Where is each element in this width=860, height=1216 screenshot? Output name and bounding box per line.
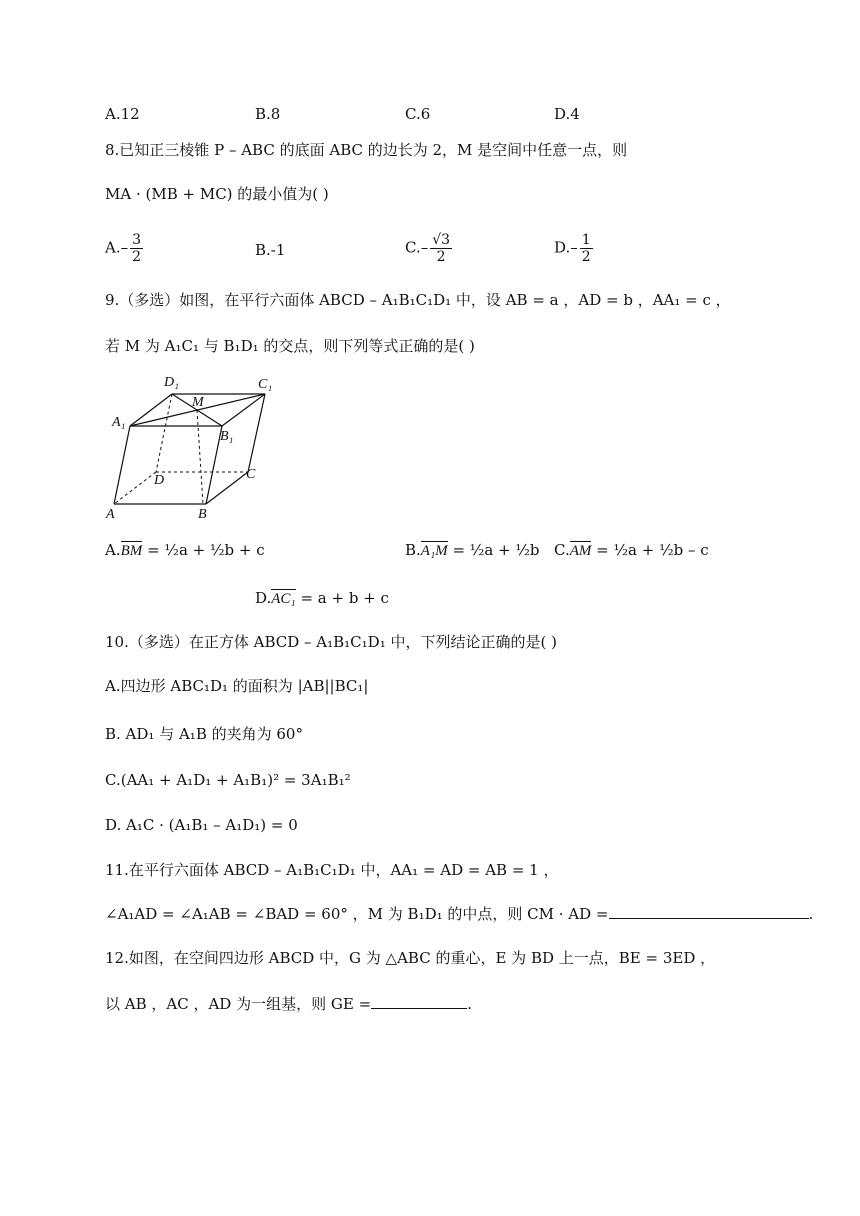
q7-option-b: B.8	[255, 105, 281, 123]
q7-option-d: D.4	[554, 105, 580, 123]
q8-option-d: D.– $\frac{1}{2}$	[554, 232, 591, 265]
q10-option-d: D. A₁C · (A₁B₁ – A₁D₁) = 0	[105, 816, 298, 834]
q8-option-b: B.-1	[255, 241, 286, 259]
q8-option-c: C.– $\frac{√3}{2}$	[405, 232, 451, 265]
label-b1: B₁	[220, 429, 234, 444]
parallelepiped-figure	[100, 368, 290, 524]
q7-option-a: A.12	[105, 105, 140, 123]
q9-stem: 9.（多选）如图，在平行六面体 ABCD – A₁B₁C₁D₁ 中，设 AB = a ，AD = b ，AA₁ = c ，	[105, 291, 731, 309]
q10-option-b: B. AD₁ 与 A₁B 的夹角为 60°	[105, 725, 303, 743]
q9-option-a: A.BM = ½a + ½b + c	[105, 541, 265, 559]
q8-option-a: A.– $\frac{3}{2}$	[105, 232, 142, 265]
q11-answer-blank[interactable]	[609, 918, 809, 919]
q9-stem-line2: 若 M 为 A₁C₁ 与 B₁D₁ 的交点，则下列等式正确的是( )	[105, 337, 475, 355]
q10-option-a: A.四边形 ABC₁D₁ 的面积为 |AB||BC₁|	[105, 677, 369, 695]
label-m: M	[192, 395, 204, 410]
q7-option-c: C.6	[405, 105, 431, 123]
q10-option-c: C.(AA₁ + A₁D₁ + A₁B₁)² = 3A₁B₁²	[105, 771, 351, 789]
q9-option-c: C.AM = ½a + ½b – c	[554, 541, 709, 559]
label-a1: A₁	[112, 415, 126, 430]
label-c: C	[246, 467, 256, 482]
label-d: D	[154, 473, 165, 488]
q10-stem: 10.（多选）在正方体 ABCD – A₁B₁C₁D₁ 中，下列结论正确的是( )	[105, 633, 557, 651]
q8-expression: MA · (MB + MC) 的最小值为( )	[105, 185, 329, 203]
q11-stem-line2: ∠A₁AD = ∠A₁AB = ∠BAD = 60° ，M 为 B₁D₁ 的中点，则 CM · AD = .	[105, 905, 814, 923]
label-c1: C₁	[258, 377, 273, 392]
q8-stem: 8.已知正三棱锥 P – ABC 的底面 ABC 的边长为 2，M 是空间中任意一点，则	[105, 141, 628, 159]
label-d1: D₁	[164, 375, 179, 390]
label-a: A	[106, 507, 115, 522]
q9-option-b: B.A₁M = ½a + ½b	[405, 541, 540, 559]
q11-stem: 11.在平行六面体 ABCD – A₁B₁C₁D₁ 中，AA₁ = AD = AB = 1 ，	[105, 861, 559, 879]
q12-stem-line2: 以 AB ，AC ，AD 为一组基，则 GE = .	[105, 995, 472, 1013]
q12-answer-blank[interactable]	[371, 1008, 467, 1009]
label-b: B	[198, 507, 207, 522]
q12-stem: 12.如图，在空间四边形 ABCD 中，G 为 △ABC 的重心，E 为 BD 上一点，BE = 3ED ，	[105, 949, 716, 967]
q9-option-d: D.AC₁ = a + b + c	[255, 589, 389, 607]
